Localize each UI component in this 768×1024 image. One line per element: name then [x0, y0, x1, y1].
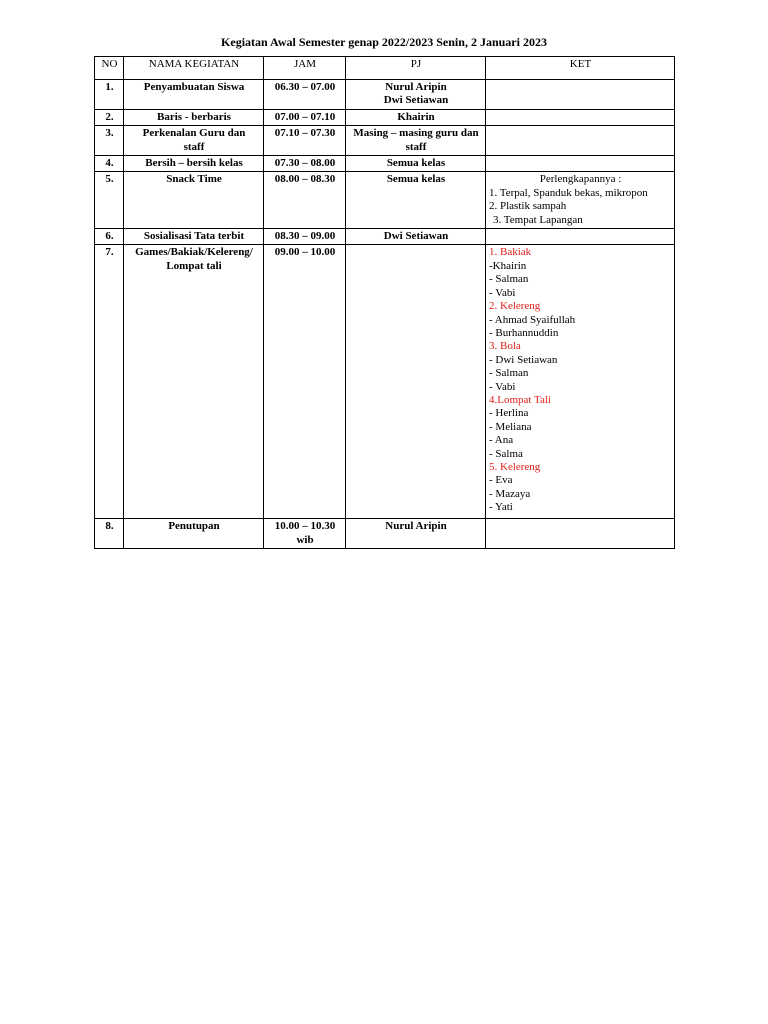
ket-list-item: - Meliana: [489, 420, 532, 433]
ket-list-item: - Burhannuddin: [489, 326, 559, 339]
header-nama-kegiatan: NAMA KEGIATAN: [124, 57, 264, 80]
header-jam: JAM: [264, 57, 346, 80]
cell-nama-kegiatan: [124, 229, 264, 245]
cell-nama-kegiatan: [124, 519, 264, 549]
cell-pj-line: Dwi Setiawan: [383, 230, 449, 243]
cell-jam: [264, 80, 346, 110]
ket-group-heading: 5. Kelereng: [489, 460, 541, 473]
cell-jam-line: 07.30 – 08.00: [274, 157, 336, 170]
ket-list-item: 2. Plastik sampah: [489, 200, 567, 213]
cell-ket: [486, 126, 675, 156]
ket-list-item: 3. Tempat Lapangan: [493, 213, 583, 226]
document-title: Kegiatan Awal Semester genap 2022/2023 Senin, 2 Januari 2023: [221, 35, 547, 49]
ket-list-item: - Salman: [489, 367, 529, 380]
cell-pj-line: Khairin: [397, 110, 435, 123]
ket-list-item: - Ana: [489, 434, 514, 447]
cell-nama-kegiatan: [124, 245, 264, 519]
cell-pj: [346, 80, 486, 110]
cell-pj: [346, 245, 486, 519]
cell-jam: [264, 519, 346, 549]
cell-jam: [264, 245, 346, 519]
cell-ket: [486, 156, 675, 172]
cell-jam: [264, 156, 346, 172]
cell-no: 4.: [95, 156, 124, 172]
cell-jam: [264, 126, 346, 156]
cell-ket: [486, 172, 675, 229]
cell-ket: [486, 519, 675, 549]
cell-nama-kegiatan-line: Penyambuatan Siswa: [143, 81, 245, 93]
cell-nama-kegiatan-line: Lompat tali: [166, 259, 222, 272]
cell-no: 3.: [95, 126, 124, 156]
ket-list-item: - Yati: [489, 501, 513, 514]
cell-nama-kegiatan: [124, 126, 264, 156]
table-row: [95, 245, 675, 519]
header-ket: KET: [486, 57, 675, 80]
ket-list-item: -Khairin: [489, 259, 527, 272]
ket-list-item: - Vabi: [489, 380, 516, 393]
cell-nama-kegiatan-line: Snack Time: [166, 173, 222, 186]
ket-list-item: - Mazaya: [489, 487, 531, 500]
table-header-row: [95, 57, 675, 80]
ket-group-heading: 1. Bakiak: [489, 246, 532, 259]
cell-no: 1.: [95, 80, 124, 110]
cell-nama-kegiatan-line: staff: [183, 140, 205, 153]
cell-ket: [486, 229, 675, 245]
ket-list-item: - Salma: [489, 447, 523, 460]
cell-pj: [346, 172, 486, 229]
cell-nama-kegiatan-line: Baris - berbaris: [157, 110, 231, 123]
cell-pj: [346, 519, 486, 549]
cell-pj-line: Nurul Aripin: [385, 520, 447, 533]
cell-nama-kegiatan-line: Penutupan: [168, 520, 220, 533]
ket-list-item: - Dwi Setiawan: [489, 353, 558, 366]
cell-pj-line: Masing – masing guru dan: [353, 127, 479, 140]
header-pj: PJ: [346, 57, 486, 80]
cell-pj: [346, 156, 486, 172]
cell-pj-line: Semua kelas: [386, 173, 446, 186]
cell-no: 6.: [95, 229, 124, 245]
cell-jam-line: 08.00 – 08.30: [274, 173, 336, 186]
ket-list-item: 1. Terpal, Spanduk bekas, mikropon: [489, 186, 648, 199]
cell-no: 8.: [95, 519, 124, 549]
cell-nama-kegiatan-line: Perkenalan Guru dan: [142, 127, 246, 140]
cell-jam-line: wib: [296, 533, 314, 546]
table-row: [95, 172, 675, 229]
ket-list-item: - Salman: [489, 273, 529, 286]
cell-ket: [486, 245, 675, 519]
cell-pj-line: staff: [405, 140, 427, 153]
cell-jam-line: 06.30 – 07.00: [274, 81, 336, 93]
ket-group-heading: 3. Bola: [489, 340, 521, 353]
cell-pj: [346, 229, 486, 245]
cell-jam: [264, 109, 346, 125]
table-row: [95, 80, 675, 110]
ket-list-item: - Herlina: [489, 407, 529, 420]
cell-no: 7.: [95, 245, 124, 519]
ket-list-item: - Vabi: [489, 286, 516, 299]
table-row: [95, 109, 675, 125]
cell-pj-line: Dwi Setiawan: [383, 94, 449, 107]
cell-pj-line: Semua kelas: [386, 157, 446, 170]
header-no: NO: [95, 57, 124, 80]
table-row: [95, 519, 675, 549]
cell-jam-line: 07.00 – 07.10: [274, 110, 336, 123]
cell-pj-line: Nurul Aripin: [385, 81, 447, 93]
ket-list-item: Perlengkapannya :: [539, 173, 622, 186]
cell-jam-line: 07.10 – 07.30: [274, 127, 336, 140]
cell-nama-kegiatan: [124, 172, 264, 229]
cell-nama-kegiatan: [124, 80, 264, 110]
ket-group-heading: 2. Kelereng: [489, 300, 541, 313]
ket-list-item: - Ahmad Syaifullah: [489, 313, 576, 326]
ket-list-item: - Eva: [489, 474, 513, 487]
schedule-table: [94, 56, 675, 549]
cell-pj: [346, 126, 486, 156]
schedule-body: [95, 80, 675, 549]
cell-no: 2.: [95, 109, 124, 125]
cell-ket: [486, 109, 675, 125]
cell-nama-kegiatan-line: Sosialisasi Tata terbit: [143, 230, 245, 243]
cell-nama-kegiatan: [124, 109, 264, 125]
cell-pj: [346, 109, 486, 125]
cell-no: 5.: [95, 172, 124, 229]
table-row: [95, 229, 675, 245]
table-row: [95, 126, 675, 156]
cell-nama-kegiatan-line: Games/Bakiak/Kelereng/: [135, 246, 253, 259]
cell-ket: [486, 80, 675, 110]
table-row: [95, 156, 675, 172]
cell-jam-line: 10.00 – 10.30: [274, 520, 336, 533]
cell-nama-kegiatan: [124, 156, 264, 172]
cell-jam: [264, 229, 346, 245]
cell-jam: [264, 172, 346, 229]
cell-jam-line: 09.00 – 10.00: [274, 246, 336, 259]
ket-group-heading: 4.Lompat Tali: [489, 393, 551, 406]
cell-jam-line: 08.30 – 09.00: [274, 230, 336, 243]
cell-nama-kegiatan-line: Bersih – bersih kelas: [145, 157, 243, 170]
